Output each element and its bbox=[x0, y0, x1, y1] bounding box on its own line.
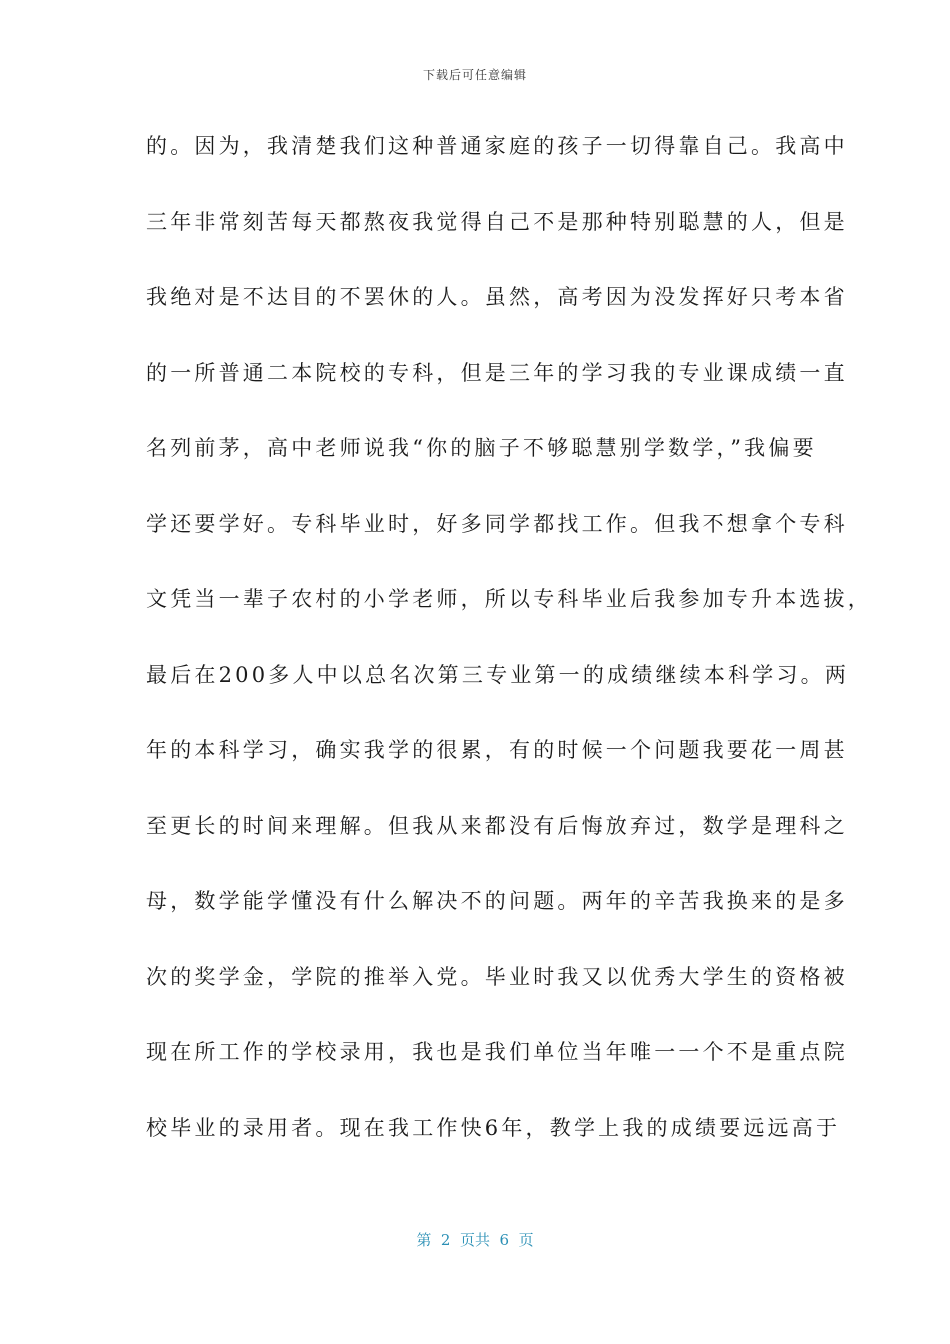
text-line: 年的本科学习，确实我学的很累，有的时候一个问题我要花一周甚 bbox=[146, 738, 848, 762]
text-line: 我绝对是不达目的不罢休的人。虽然，高考因为没发挥好只考本省 bbox=[146, 285, 848, 309]
text-line: 最后在200多人中以总名次第三专业第一的成绩继续本科学习。两 bbox=[146, 662, 850, 687]
text-line: 名列前茅，高中老师说我“你的脑子不够聪慧别学数学，”我偏要 bbox=[146, 436, 817, 460]
page-number: 第 2 页共 6 页 bbox=[416, 1231, 534, 1249]
header-note: 下载后可任意编辑 bbox=[422, 68, 527, 82]
text-line: 三年非常刻苦每天都熬夜我觉得自己不是那种特别聪慧的人，但是 bbox=[146, 209, 848, 234]
text-line: 母，数学能学懂没有什么解决不的问题。两年的辛苦我换来的是多 bbox=[146, 889, 848, 913]
text-line: 文凭当一辈子农村的小学老师，所以专科毕业后我参加专升本选拔， bbox=[146, 587, 872, 611]
document-body bbox=[146, 126, 872, 1183]
text-line: 的一所普通二本院校的专科，但是三年的学习我的专业课成绩一直 bbox=[146, 360, 848, 385]
text-line: 至更长的时间来理解。但我从来都没有后悔放弃过，数学是理科之 bbox=[146, 813, 848, 838]
text-line: 学还要学好。专科毕业时，好多同学都找工作。但我不想拿个专科 bbox=[146, 511, 848, 536]
text-line: 次的奖学金，学院的推举入党。毕业时我又以优秀大学生的资格被 bbox=[146, 964, 848, 989]
text-line: 校毕业的录用者。现在我工作快6年，教学上我的成绩要远远高于 bbox=[146, 1115, 841, 1140]
text-line: 的。因为，我清楚我们这种普通家庭的孩子一切得靠自己。我高中 bbox=[146, 134, 848, 158]
text-line: 现在所工作的学校录用，我也是我们单位当年唯一一个不是重点院 bbox=[146, 1040, 848, 1064]
